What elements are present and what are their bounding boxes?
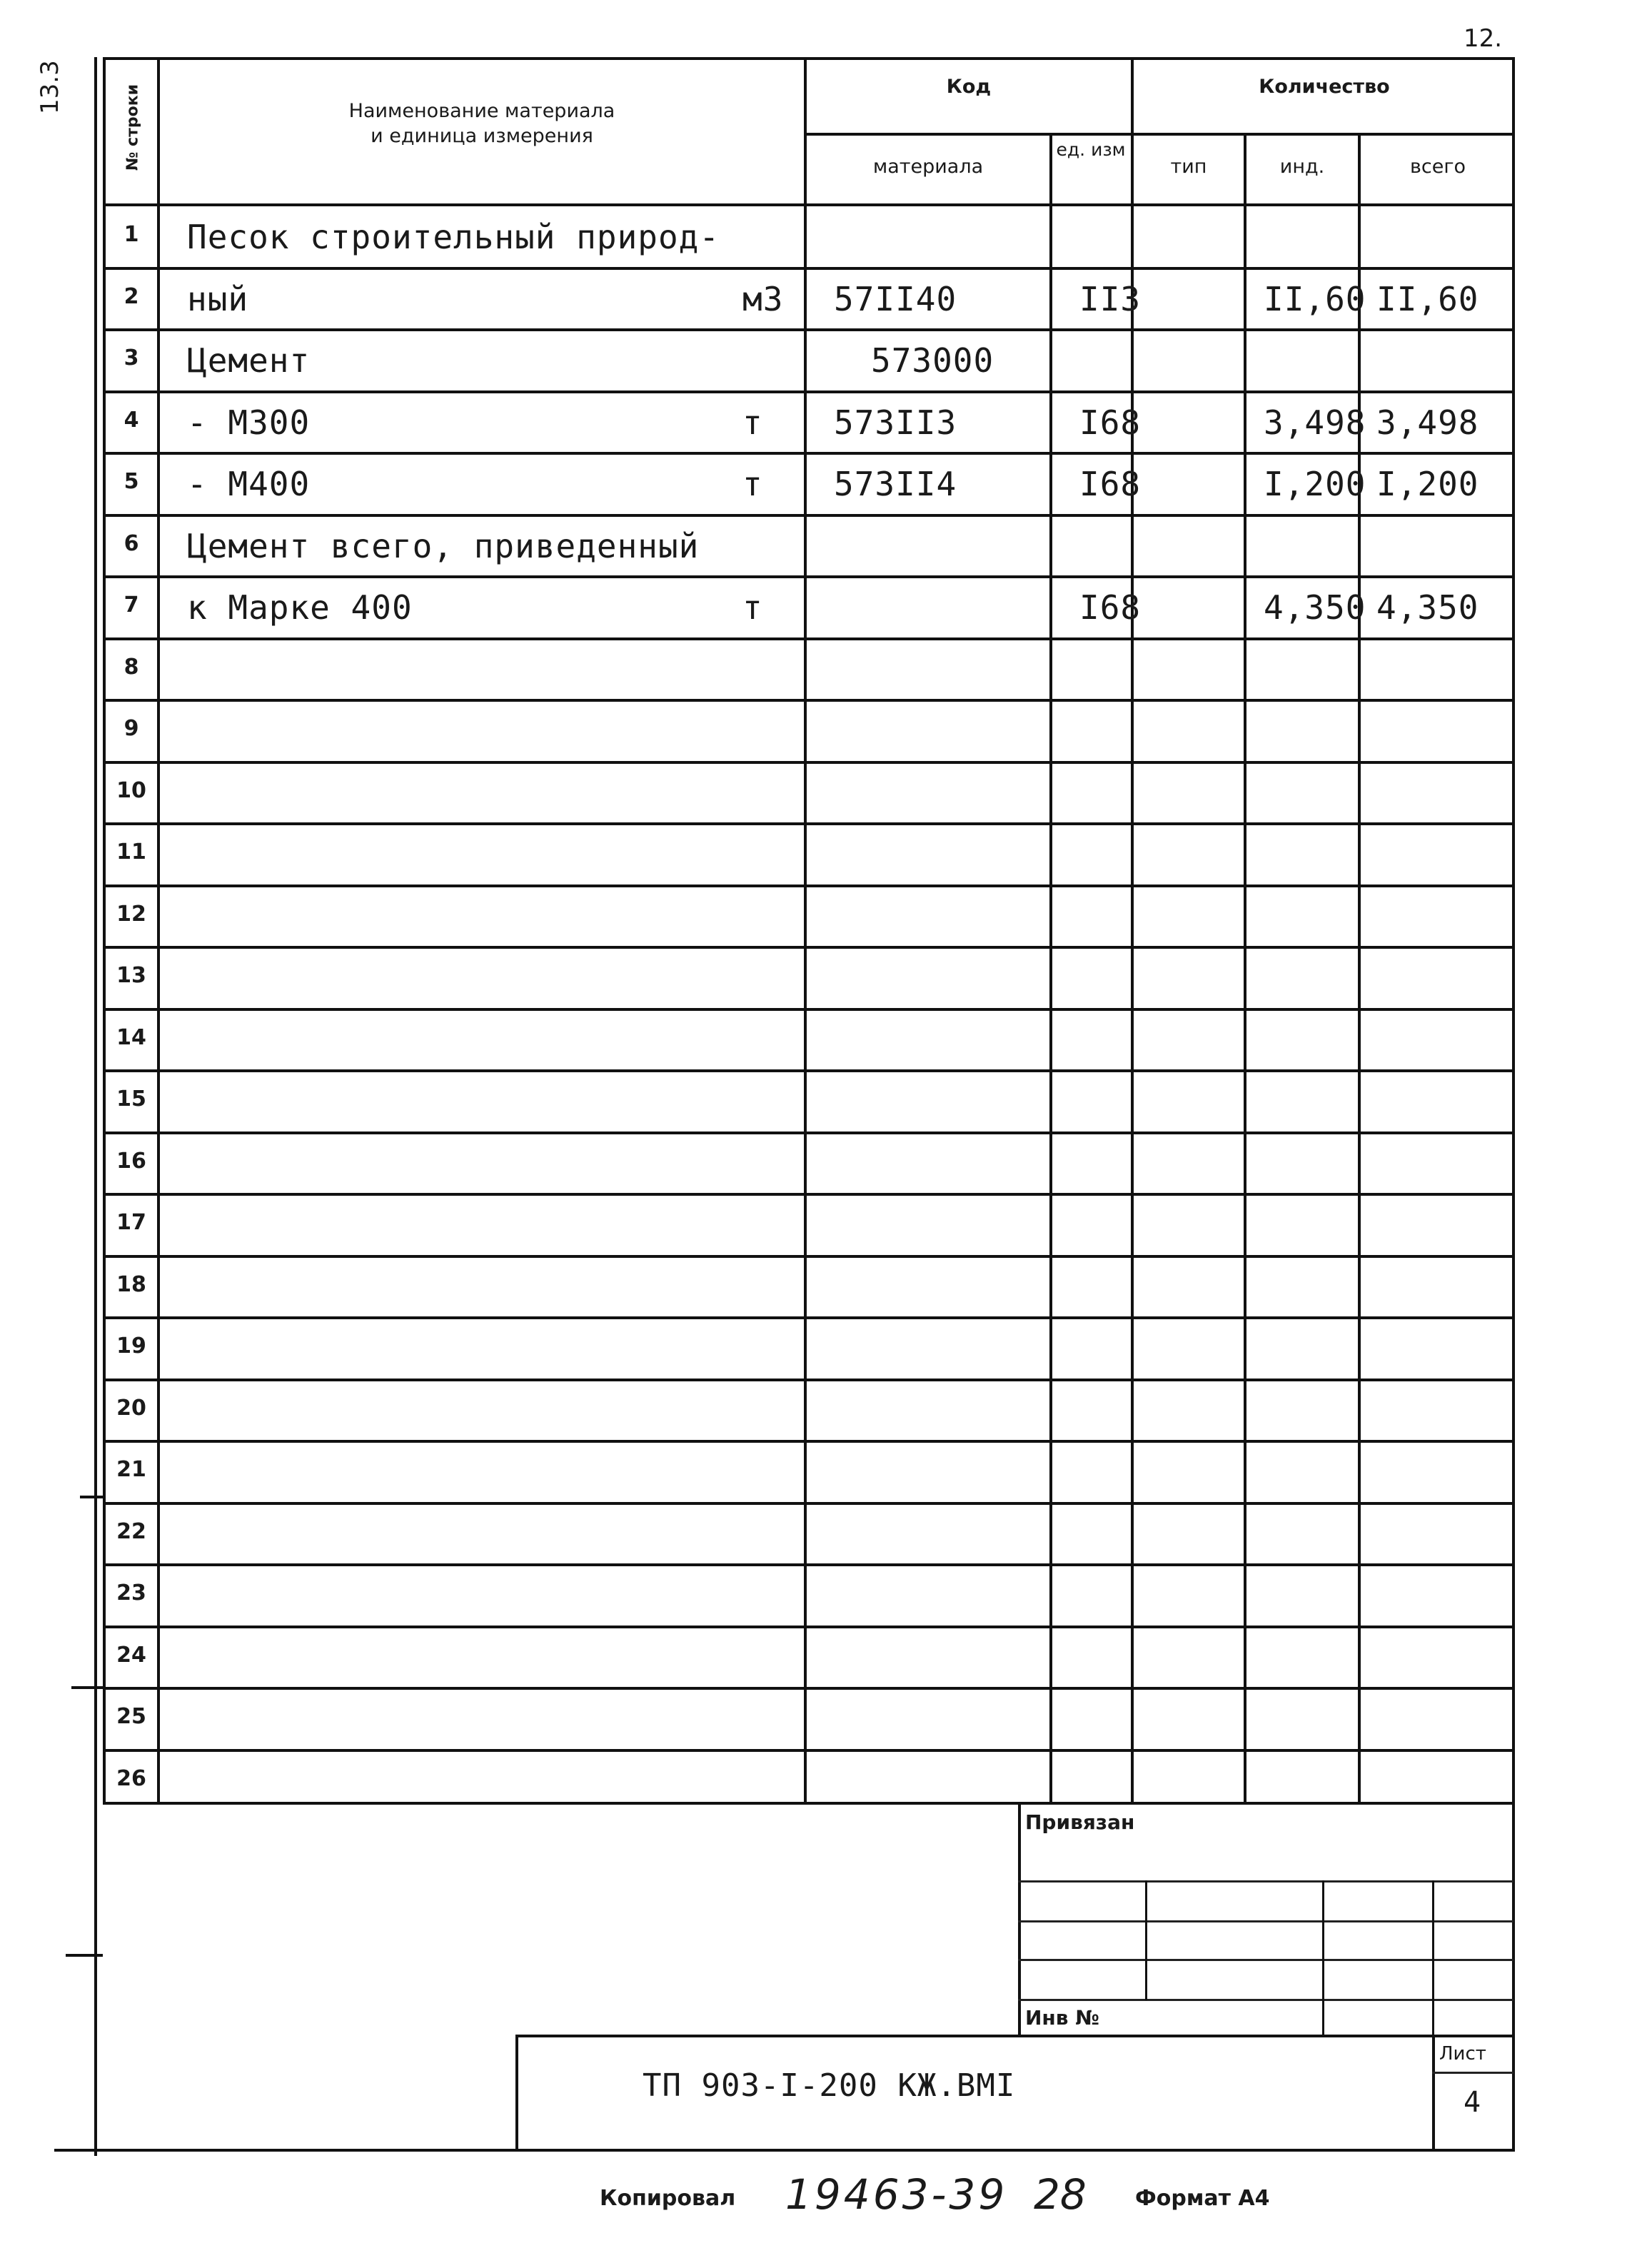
row-number: 9 bbox=[124, 716, 139, 741]
inv-no-label: Инв № bbox=[1025, 2006, 1099, 2030]
stamp-line bbox=[1018, 1880, 1513, 1883]
title-block-left bbox=[515, 2035, 518, 2150]
row-number: 15 bbox=[116, 1087, 146, 1112]
row-unit-code: I68 bbox=[1079, 403, 1142, 442]
row-line bbox=[103, 1440, 1515, 1443]
right-border bbox=[1512, 1799, 1515, 2152]
row-number: 19 bbox=[116, 1334, 146, 1359]
side-mark: 13.3 bbox=[36, 60, 64, 114]
row-number: 2 bbox=[124, 284, 139, 309]
row-unit-code: II3 bbox=[1079, 280, 1142, 318]
corner-mark: 12. bbox=[1464, 24, 1503, 53]
name-header bbox=[164, 100, 800, 147]
bottom-border bbox=[54, 2149, 1515, 2152]
row-line bbox=[103, 1316, 1515, 1319]
col-line-name bbox=[804, 57, 807, 1803]
row-name: Цемент bbox=[187, 341, 311, 380]
total-header: всего bbox=[1409, 156, 1466, 178]
stamp-col bbox=[1322, 1880, 1324, 2037]
col-line-unit bbox=[1131, 57, 1134, 1803]
row-total-qty: 3,498 bbox=[1376, 403, 1479, 442]
row-number: 5 bbox=[124, 469, 139, 494]
row-name: - М400 bbox=[187, 465, 311, 503]
row-number: 6 bbox=[124, 531, 139, 556]
margin-tick bbox=[66, 1954, 103, 1957]
left-border bbox=[94, 57, 97, 2156]
row-line bbox=[103, 761, 1515, 764]
row-ind-qty: II,60 bbox=[1264, 280, 1366, 318]
material-header: материала bbox=[872, 156, 984, 178]
row-line bbox=[103, 1749, 1515, 1752]
row-line bbox=[103, 1069, 1515, 1072]
copy-number: 19463-39 bbox=[785, 2170, 1008, 2219]
page-number: 28 bbox=[1034, 2170, 1087, 2219]
sheet-line bbox=[1432, 2072, 1513, 2074]
unit-header: ед. изм bbox=[1056, 139, 1126, 160]
stamp-line bbox=[1018, 1999, 1513, 2001]
row-number: 17 bbox=[116, 1210, 146, 1235]
row-unit-label: т bbox=[742, 588, 763, 627]
row-ind-qty: 4,350 bbox=[1264, 588, 1366, 627]
stamp-line bbox=[1018, 1959, 1513, 1961]
row-number: 11 bbox=[116, 840, 146, 865]
stamp-col bbox=[1432, 1880, 1434, 2037]
row-number: 8 bbox=[124, 655, 139, 680]
row-total-qty: I,200 bbox=[1376, 465, 1479, 503]
row-number: 24 bbox=[116, 1643, 146, 1668]
format-label: Формат А4 bbox=[1135, 2186, 1270, 2211]
row-line bbox=[103, 822, 1515, 825]
sheet-number: 4 bbox=[1464, 2086, 1482, 2119]
name-header-line2: и единица измерения bbox=[371, 125, 593, 147]
row-number: 13 bbox=[116, 963, 146, 988]
header-bottom-line bbox=[103, 203, 1515, 206]
row-name: ный bbox=[187, 280, 249, 318]
row-line bbox=[103, 575, 1515, 578]
row-line bbox=[103, 1193, 1515, 1196]
row-line bbox=[103, 328, 1515, 331]
row-line bbox=[103, 946, 1515, 949]
row-number: 14 bbox=[116, 1025, 146, 1050]
col-line-ind bbox=[1358, 134, 1361, 1803]
document-code: ТП 903-I-200 КЖ.ВМI bbox=[643, 2067, 1016, 2104]
row-number: 21 bbox=[116, 1457, 146, 1482]
row-line bbox=[103, 699, 1515, 702]
row-number: 25 bbox=[116, 1704, 146, 1729]
row-name: Цемент всего, приведенный bbox=[187, 527, 700, 565]
row-no-header: № строки bbox=[124, 84, 142, 171]
row-line bbox=[103, 267, 1515, 270]
code-header: Код bbox=[946, 76, 992, 98]
row-line bbox=[103, 1687, 1515, 1690]
name-header-line1: Наименование материала bbox=[348, 100, 615, 122]
col-line-rownum bbox=[157, 57, 160, 1803]
row-name: к Марке 400 bbox=[187, 588, 413, 627]
row-unit-label: т bbox=[742, 465, 763, 503]
title-block-sheet-col bbox=[1432, 2035, 1435, 2150]
row-line bbox=[103, 637, 1515, 640]
row-material-code: 57II40 bbox=[834, 280, 957, 318]
row-line bbox=[103, 884, 1515, 887]
row-name: - М300 bbox=[187, 403, 311, 442]
row-name: Песок строительный природ- bbox=[187, 218, 720, 256]
row-unit-code: I68 bbox=[1079, 465, 1142, 503]
row-total-qty: 4,350 bbox=[1376, 588, 1479, 627]
ind-header: инд. bbox=[1279, 156, 1325, 178]
privyazan-label: Привязан bbox=[1025, 1810, 1135, 1834]
row-number: 4 bbox=[124, 408, 139, 433]
stamp-line bbox=[1018, 1920, 1513, 1922]
row-line bbox=[103, 1132, 1515, 1134]
row-total-qty: II,60 bbox=[1376, 280, 1479, 318]
col-line-type bbox=[1244, 134, 1246, 1803]
row-number: 10 bbox=[116, 778, 146, 803]
row-line bbox=[103, 1255, 1515, 1258]
row-ind-qty: 3,498 bbox=[1264, 403, 1366, 442]
row-number: 3 bbox=[124, 346, 139, 371]
row-ind-qty: I,200 bbox=[1264, 465, 1366, 503]
row-material-code: 573II3 bbox=[834, 403, 957, 442]
row-number: 20 bbox=[116, 1396, 146, 1421]
row-line bbox=[103, 1502, 1515, 1505]
row-material-code: 573II4 bbox=[834, 465, 957, 503]
row-line bbox=[103, 390, 1515, 393]
row-number: 26 bbox=[116, 1766, 146, 1791]
row-number: 16 bbox=[116, 1149, 146, 1174]
row-number: 18 bbox=[116, 1272, 146, 1297]
row-line bbox=[103, 1626, 1515, 1628]
row-unit-label: м3 bbox=[742, 280, 784, 318]
header-mid-line bbox=[804, 133, 1515, 136]
row-number: 1 bbox=[124, 222, 139, 247]
row-number: 23 bbox=[116, 1581, 146, 1606]
row-number: 22 bbox=[116, 1519, 146, 1544]
row-line bbox=[103, 514, 1515, 517]
row-number: 12 bbox=[116, 902, 146, 927]
table-frame bbox=[103, 57, 1515, 1805]
row-unit-code: I68 bbox=[1079, 588, 1142, 627]
row-unit-label: т bbox=[742, 403, 763, 442]
title-block-top bbox=[515, 2035, 1515, 2037]
col-line-code bbox=[1049, 134, 1052, 1803]
row-line bbox=[103, 1008, 1515, 1011]
type-header: тип bbox=[1170, 156, 1207, 178]
row-material-code: 573000 bbox=[871, 341, 994, 380]
row-number: 7 bbox=[124, 593, 139, 618]
row-line bbox=[103, 1379, 1515, 1381]
stamp-col bbox=[1145, 1880, 1147, 2000]
row-line bbox=[103, 452, 1515, 455]
margin-tick bbox=[80, 1496, 103, 1498]
sheet-label: Лист bbox=[1439, 2043, 1486, 2065]
row-line bbox=[103, 1563, 1515, 1566]
margin-tick bbox=[71, 1686, 103, 1689]
quantity-header: Количество bbox=[1259, 76, 1390, 98]
copied-label: Копировал bbox=[600, 2186, 736, 2211]
